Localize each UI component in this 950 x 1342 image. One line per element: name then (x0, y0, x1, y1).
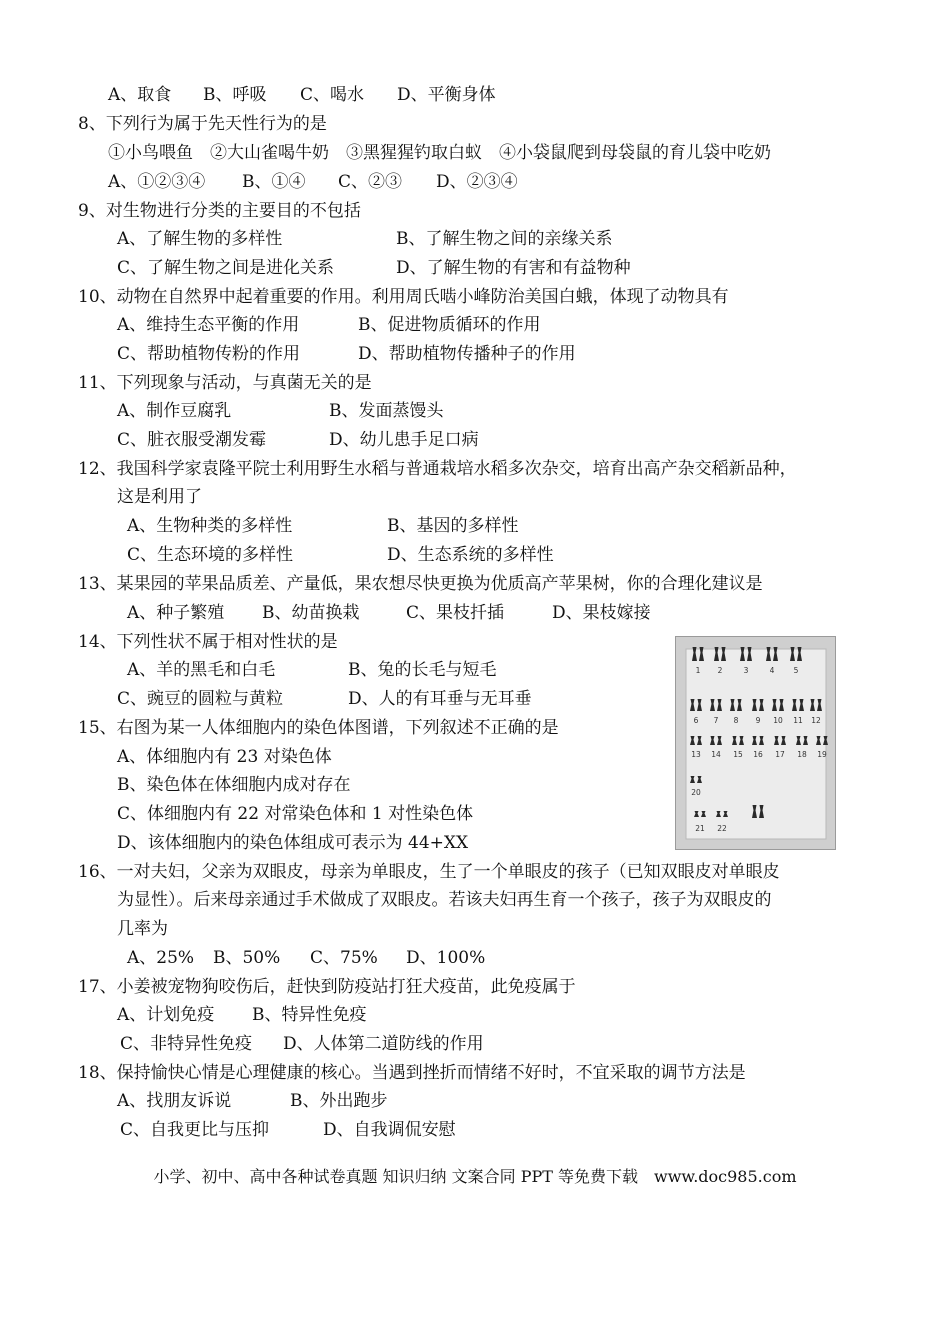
q16-option-c: C、75% (310, 948, 378, 968)
q7-option-c: C、喝水 (300, 85, 365, 105)
chromosome-number: 21 (695, 824, 705, 833)
chromosome-number: 1 (695, 666, 701, 675)
q8-option-c: C、②③ (338, 172, 403, 192)
karyotype-image (676, 637, 835, 849)
q16-stem-cont: 为显性）。后来母亲通过手术做成了双眼皮。若该夫妇再生育一个孩子，孩子为双眼皮的 (117, 890, 772, 910)
q18-option-b: B、外出跑步 (290, 1091, 388, 1111)
chromosome-number: 18 (797, 750, 807, 759)
q14-option-a: A、羊的黑毛和白毛 (127, 660, 276, 680)
q8-option-a: A、①②③④ (108, 172, 206, 192)
chromosome-number: 15 (733, 750, 743, 759)
q11-option-b: B、发面蒸馒头 (329, 401, 444, 421)
q15-option-b: B、染色体在体细胞内成对存在 (117, 775, 351, 795)
chromosome-number: 19 (817, 750, 827, 759)
q12-option-a: A、生物种类的多样性 (127, 516, 293, 536)
chromosome-number: 2 (717, 666, 723, 675)
chromosome-number: 20 (691, 788, 701, 797)
chromosome-number: 4 (769, 666, 775, 675)
q10-option-c: C、帮助植物传粉的作用 (117, 344, 301, 364)
q14-stem: 14、下列性状不属于相对性状的是 (78, 632, 338, 652)
q16-option-d: D、100% (406, 948, 486, 968)
q17-option-b: B、特异性免疫 (252, 1005, 367, 1025)
q12-option-b: B、基因的多样性 (387, 516, 519, 536)
chromosome-number: 13 (691, 750, 701, 759)
q11-option-c: C、脏衣服受潮发霉 (117, 430, 267, 450)
q7-option-d: D、平衡身体 (397, 85, 496, 105)
q18-option-a: A、找朋友诉说 (117, 1091, 232, 1111)
chromosome-number: 6 (693, 716, 699, 725)
q13-option-c: C、果枝扦插 (406, 603, 505, 623)
q16-option-a: A、25% (127, 948, 195, 968)
q15-option-c: C、体细胞内有 22 对常染色体和 1 对性染色体 (117, 804, 474, 824)
chromosome-number: 17 (775, 750, 785, 759)
karyotype-figure (675, 636, 836, 850)
chromosome-number: 16 (753, 750, 763, 759)
q10-option-d: D、帮助植物传播种子的作用 (358, 344, 576, 364)
q16-stem-cont2: 几率为 (117, 919, 168, 939)
q13-option-a: A、种子繁殖 (127, 603, 225, 623)
q12-stem-cont: 这是利用了 (117, 487, 202, 507)
q8-option-d: D、②③④ (436, 172, 518, 192)
q8-items: ①小鸟喂鱼 ②大山雀喝牛奶 ③黑猩猩钓取白蚁 ④小袋鼠爬到母袋鼠的育儿袋中吃奶 (108, 143, 771, 163)
chromosome-number: 11 (793, 716, 803, 725)
chromosome-number: 10 (773, 716, 783, 725)
q16-stem: 16、一对夫妇，父亲为双眼皮，母亲为单眼皮，生了一个单眼皮的孩子（已知双眼皮对单眼皮 (78, 862, 780, 882)
q10-option-a: A、维持生态平衡的作用 (117, 315, 300, 335)
q14-option-d: D、人的有耳垂与无耳垂 (348, 689, 532, 709)
chromosome-number: 12 (811, 716, 821, 725)
q9-option-c: C、了解生物之间是进化关系 (117, 258, 335, 278)
q7-option-b: B、呼吸 (203, 85, 267, 105)
q18-option-d: D、自我调侃安慰 (323, 1120, 456, 1140)
q17-option-a: A、计划免疫 (117, 1005, 215, 1025)
q13-option-b: B、幼苗换栽 (262, 603, 360, 623)
q9-option-d: D、了解生物的有害和有益物种 (396, 258, 631, 278)
q9-option-a: A、了解生物的多样性 (117, 229, 283, 249)
q12-stem: 12、我国科学家袁隆平院士利用野生水稻与普通栽培水稻多次杂交，培育出高产杂交稻新品种， (78, 459, 797, 479)
q9-stem: 9、对生物进行分类的主要目的不包括 (78, 201, 361, 221)
chromosome-number: 7 (713, 716, 719, 725)
q17-stem: 17、小姜被宠物狗咬伤后，赶快到防疫站打狂犬疫苗，此免疫属于 (78, 977, 576, 997)
q10-option-b: B、促进物质循环的作用 (358, 315, 541, 335)
q17-option-d: D、人体第二道防线的作用 (283, 1034, 484, 1054)
q7-option-a: A、取食 (108, 85, 172, 105)
q11-option-d: D、幼儿患手足口病 (329, 430, 479, 450)
q11-option-a: A、制作豆腐乳 (117, 401, 232, 421)
q15-option-d: D、该体细胞内的染色体组成可表示为 44+XX (117, 833, 469, 853)
q8-stem: 8、下列行为属于先天性行为的是 (78, 114, 327, 134)
q15-option-a: A、体细胞内有 23 对染色体 (117, 747, 332, 767)
q16-option-b: B、50% (213, 948, 281, 968)
chromosome-number: 3 (743, 666, 749, 675)
q12-option-c: C、生态环境的多样性 (127, 545, 294, 565)
q18-stem: 18、保持愉快心情是心理健康的核心。当遇到挫折而情绪不好时，不宜采取的调节方法是 (78, 1063, 746, 1083)
q14-option-b: B、兔的长毛与短毛 (348, 660, 497, 680)
footer-download-notice: 小学、初中、高中各种试卷真题 知识归纳 文案合同 PPT 等免费下载 www.doc985.com (153, 1167, 797, 1186)
q18-option-c: C、自我更比与压抑 (120, 1120, 270, 1140)
chromosome-number: 8 (733, 716, 739, 725)
q15-stem: 15、右图为某一人体细胞内的染色体图谱，下列叙述不正确的是 (78, 718, 559, 738)
q14-option-c: C、豌豆的圆粒与黄粒 (117, 689, 284, 709)
q11-stem: 11、下列现象与活动，与真菌无关的是 (78, 373, 372, 393)
q13-stem: 13、某果园的苹果品质差、产量低，果农想尽快更换为优质高产苹果树，你的合理化建议是 (78, 574, 763, 594)
q10-stem: 10、动物在自然界中起着重要的作用。利用周氏啮小峰防治美国白蛾，体现了动物具有 (78, 287, 729, 307)
chromosome-number: 22 (717, 824, 727, 833)
q13-option-d: D、果枝嫁接 (552, 603, 651, 623)
q9-option-b: B、了解生物之间的亲缘关系 (396, 229, 613, 249)
chromosome-number: 9 (755, 716, 761, 725)
chromosome-number: 14 (711, 750, 721, 759)
chromosome-number: 5 (793, 666, 799, 675)
q8-option-b: B、①④ (242, 172, 306, 192)
q17-option-c: C、非特异性免疫 (120, 1034, 253, 1054)
q12-option-d: D、生态系统的多样性 (387, 545, 554, 565)
